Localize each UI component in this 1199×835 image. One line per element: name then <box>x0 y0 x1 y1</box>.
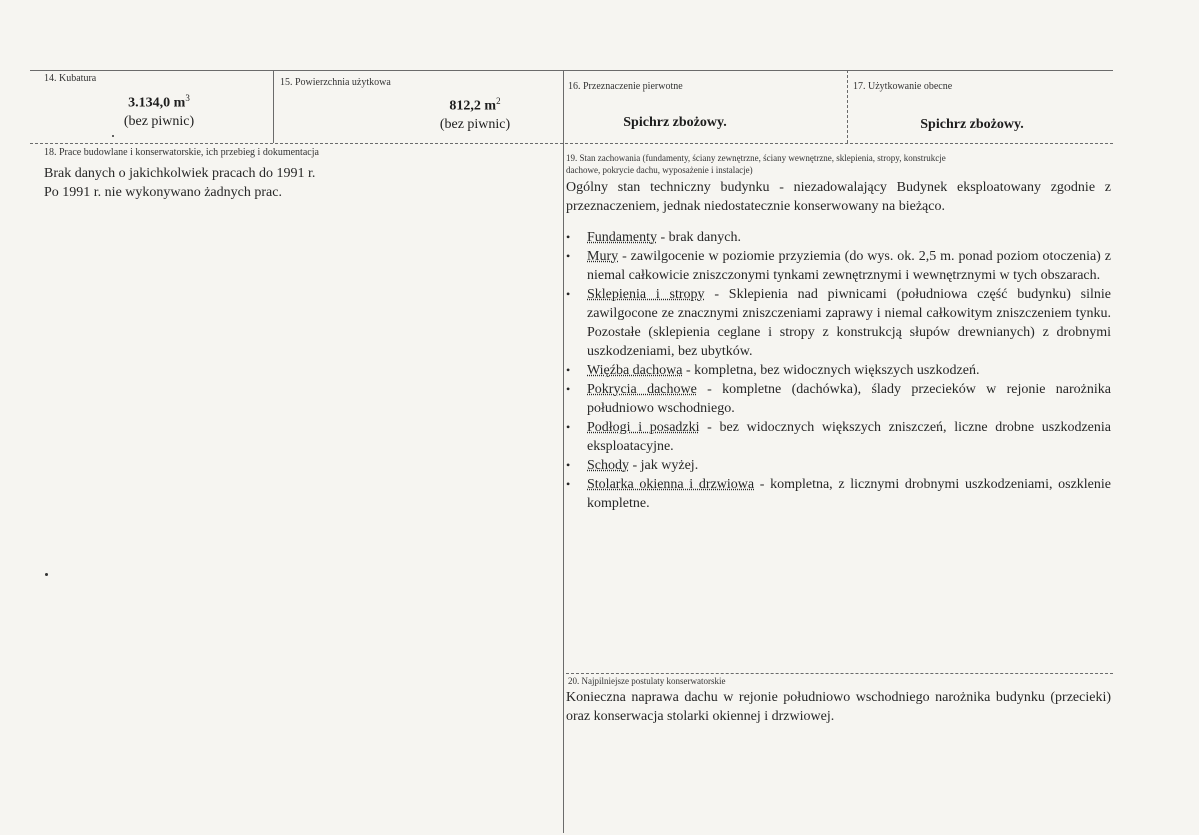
list-item-term: Pokrycia dachowe <box>587 382 697 397</box>
list-item <box>566 456 1111 475</box>
list-item-text: - kompletna, z licznymi drobnymi uszkodzeniami, oszklenie kompletne. <box>587 477 1112 511</box>
col-divider-2 <box>563 70 564 833</box>
condition-list <box>566 228 1111 513</box>
list-item <box>566 475 1111 513</box>
list-item <box>566 247 1111 285</box>
volume-value: 3.134,0 m <box>128 95 186 111</box>
list-item-term: Podłogi i posadzki <box>587 420 700 435</box>
bullet-icon: • <box>566 458 571 472</box>
list-item-text: - kompletne (dachówka), ślady przecieków w rejonie narożnika południowo wschodniego. <box>587 382 1111 416</box>
list-item-term: Stolarka okienna i drzwiowa <box>587 477 755 492</box>
scan-dot <box>112 135 114 137</box>
bullet-icon: • <box>566 249 571 263</box>
field-17-value <box>872 116 1072 134</box>
list-item <box>566 418 1111 456</box>
area-value: 812,2 m <box>449 98 497 114</box>
area-unit-exponent: 2 <box>496 96 501 106</box>
list-item <box>566 380 1111 418</box>
top-border <box>30 70 1113 71</box>
list-item-term: Mury <box>587 249 619 264</box>
area-note: (bez piwnic) <box>439 116 511 132</box>
list-item-text: - bez widocznych większych zniszczeń, liczne drobne uszkodzenia eksploatacyjne. <box>587 420 1111 454</box>
field-20-text: Konieczna naprawa dachu w rejonie południowo wschodniego narożnika budynku (przecieki) oraz konserwacja stolarki okiennej i drzwiowej. <box>566 690 1111 724</box>
list-item <box>566 228 1111 247</box>
row-divider <box>30 143 1113 144</box>
condition-intro: Ogólny stan techniczny budynku - niezadowalający Budynek eksploatowany zgodnie z przeznaczeniem, jednak niedostatecznie konserwowany na bieżąco. <box>566 180 1111 214</box>
original-use-value: Spichrz zbożowy. <box>623 115 727 130</box>
field-19-text <box>566 178 1111 513</box>
field-19-label-cont: dachowe, pokrycie dachu, wyposażenie i instalacje) <box>566 165 753 175</box>
col-divider-1 <box>273 70 274 143</box>
list-item-term: Schody <box>587 458 629 473</box>
list-item-text: - kompletna, bez widocznych większych uszkodzeń. <box>682 363 980 378</box>
scan-dot <box>45 573 48 576</box>
bullet-icon: • <box>566 477 571 491</box>
field-17-label: 17. Użytkowanie obecne <box>853 81 953 92</box>
list-item-text: - zawilgocenie w poziomie przyziemia (do wys. ok. 2,5 m. ponad poziom otoczenia) z niemal całkowicie zniszczonymi tynkami zewnętrznymi i wewnętrznymi w tych obszarach. <box>587 249 1111 283</box>
field-18-line-2: Po 1991 r. nie wykonywano żadnych prac. <box>44 185 282 200</box>
list-item <box>566 361 1111 380</box>
field-14-value <box>84 89 234 131</box>
section-20-divider <box>566 673 1113 674</box>
field-18-text <box>44 164 544 202</box>
list-item-text: - brak danych. <box>657 230 741 245</box>
list-item-text: - jak wyżej. <box>629 458 699 473</box>
col-divider-3 <box>847 70 848 143</box>
volume-unit-exponent: 3 <box>185 93 190 103</box>
field-15-label: 15. Powierzchnia użytkowa <box>280 77 391 88</box>
field-16-label: 16. Przeznaczenie pierwotne <box>568 81 683 92</box>
field-19-label: 19. Stan zachowania (fundamenty, ściany zewnętrzne, ściany wewnętrzne, sklepienia, stropy, konstrukcje <box>566 153 946 163</box>
field-14-label: 14. Kubatura <box>44 73 97 84</box>
current-use-value: Spichrz zbożowy. <box>920 117 1024 132</box>
list-item-term: Sklepienia i stropy <box>587 287 705 302</box>
list-item-term: Więźba dachowa <box>587 363 683 378</box>
field-16-value <box>575 114 775 132</box>
list-item-term: Fundamenty <box>587 230 657 245</box>
list-item-text: - Sklepienia nad piwnicami (południowa część budynku) silnie zawilgocone ze znacznymi zniszczeniami zaprawy i niemal całkowitym zniszczeniem tynku. Pozostałe (sklepienia ceglane i stropy z konstrukcją słupów drewnianych) z drobnymi uszkodzeniami, bez ubytków. <box>587 287 1111 359</box>
field-15-value <box>400 92 550 134</box>
field-18-line-1: Brak danych o jakichkolwiek pracach do 1991 r. <box>44 166 316 181</box>
bullet-icon: • <box>566 230 571 244</box>
bullet-icon: • <box>566 363 571 377</box>
bullet-icon: • <box>566 287 571 301</box>
field-20-label: 20. Najpilniejsze postulaty konserwatorskie <box>568 676 726 686</box>
bullet-icon: • <box>566 420 571 434</box>
list-item <box>566 285 1111 361</box>
field-18-label: 18. Prace budowlane i konserwatorskie, ich przebieg i dokumentacja <box>44 147 319 158</box>
bullet-icon: • <box>566 382 571 396</box>
volume-note: (bez piwnic) <box>123 113 195 129</box>
